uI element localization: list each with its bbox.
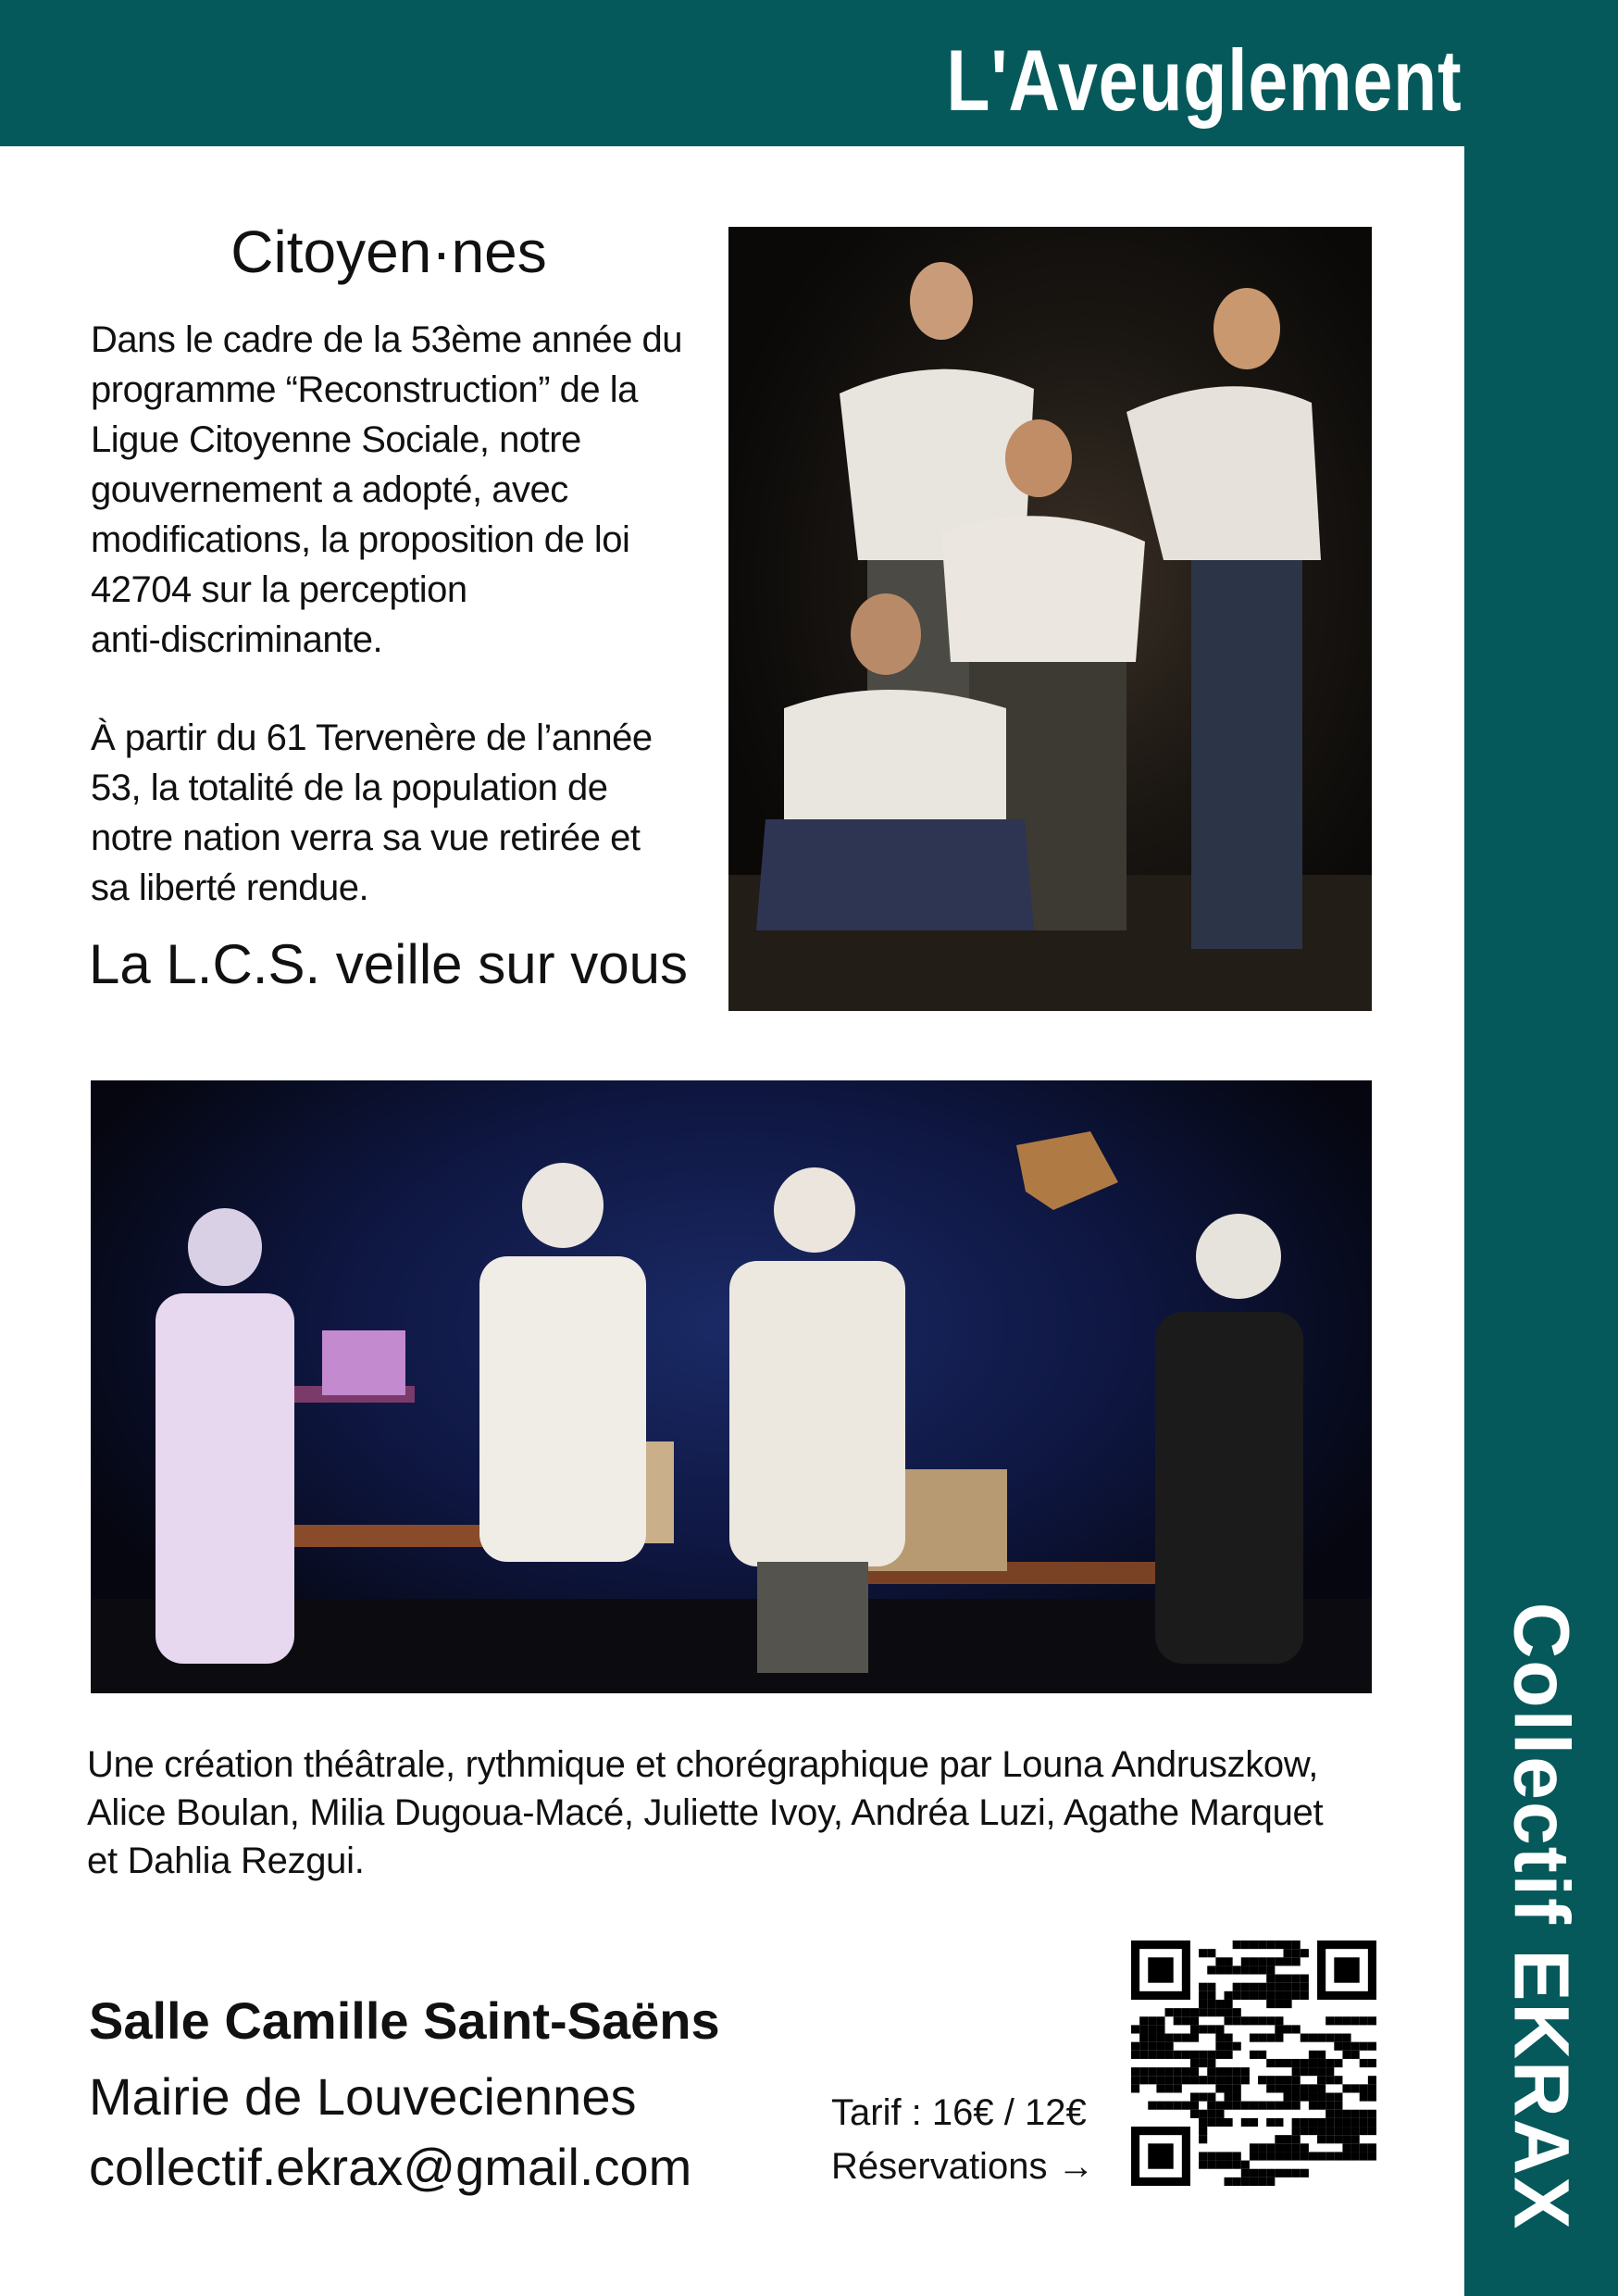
text-line: sa liberté rendue. bbox=[91, 867, 369, 908]
intro-heading: Citoyen·nes bbox=[230, 218, 547, 285]
qr-code[interactable] bbox=[1131, 1940, 1376, 2186]
contact-email[interactable]: collectif.ekrax@gmail.com bbox=[89, 2138, 692, 2196]
slogan: La L.C.S. veille sur vous bbox=[89, 933, 688, 995]
stage-photo-bottom-art bbox=[91, 1080, 1372, 1693]
show-title: L'Aveuglement bbox=[946, 31, 1462, 129]
text-line: Une création théâtrale, rythmique et chorégraphique par Louna Andruszkow, bbox=[87, 1744, 1319, 1785]
text-line: Alice Boulan, Milia Dugoua-Macé, Juliette Ivoy, Andréa Luzi, Agathe Marquet bbox=[87, 1792, 1324, 1833]
stage-photo-top bbox=[728, 227, 1372, 1011]
text-line: programme “Reconstruction” de la bbox=[91, 369, 638, 410]
text-line: 53, la totalité de la population de bbox=[91, 767, 608, 808]
stage-photo-bottom bbox=[91, 1080, 1372, 1693]
text-line: 42704 sur la perception bbox=[91, 569, 467, 610]
text-line: À partir du 61 Tervenère de l’année bbox=[91, 718, 653, 758]
stage-photo-top-art bbox=[728, 227, 1372, 1011]
text-line: gouvernement a adopté, avec bbox=[91, 469, 568, 510]
reservations-label: Réservations → bbox=[831, 2146, 1095, 2187]
text-line: et Dahlia Rezgui. bbox=[87, 1841, 365, 1881]
text-line: Ligue Citoyenne Sociale, notre bbox=[91, 419, 581, 460]
text-line: Dans le cadre de la 53ème année du bbox=[91, 319, 683, 360]
company-name: Collectif EKRAX bbox=[1498, 1602, 1586, 2231]
text-line: anti-discriminante. bbox=[91, 619, 383, 660]
credits bbox=[87, 1741, 1401, 1885]
price-info: Tarif : 16€ / 12€ bbox=[831, 2092, 1087, 2133]
venue-address: Mairie de Louveciennes bbox=[89, 2067, 637, 2126]
intro-paragraph-1 bbox=[91, 315, 720, 665]
text-line: modifications, la proposition de loi bbox=[91, 519, 630, 560]
intro-paragraph-2 bbox=[91, 713, 720, 913]
text-line: notre nation verra sa vue retirée et bbox=[91, 817, 641, 858]
venue-name: Salle Camille Saint-Saëns bbox=[89, 1991, 720, 2050]
